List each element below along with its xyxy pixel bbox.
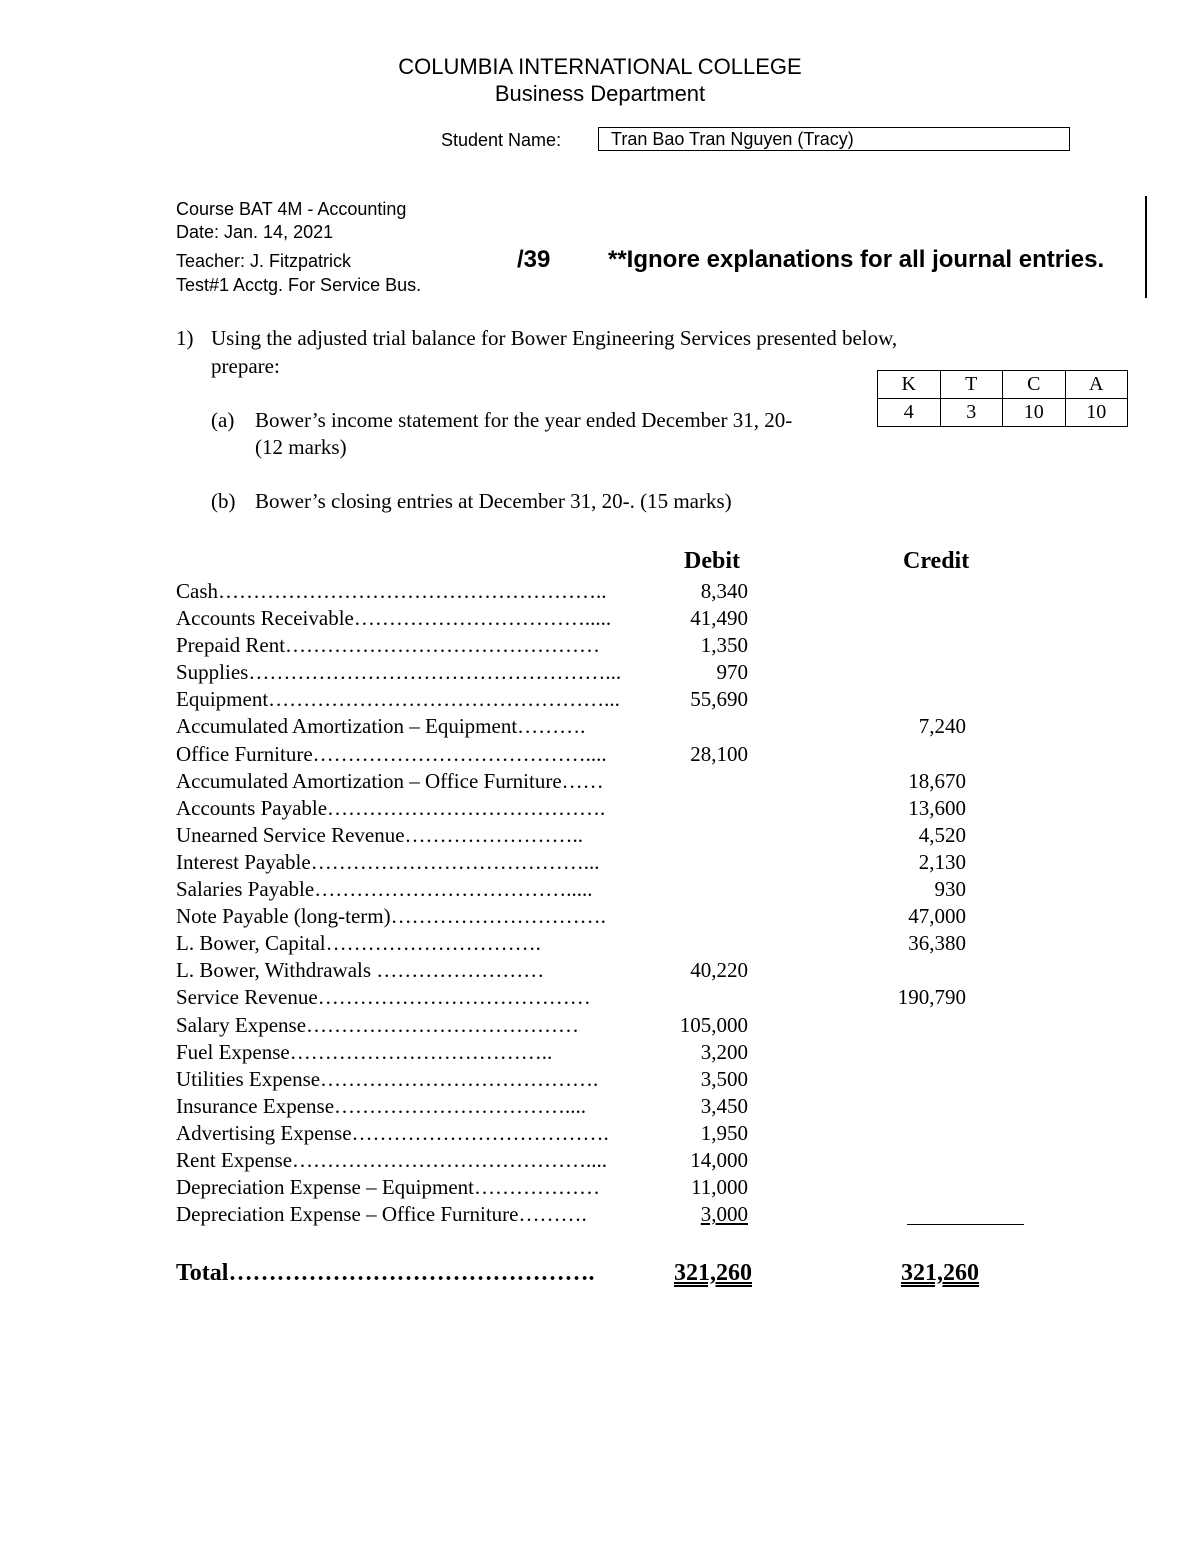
account-name: Note Payable (long-term)…………………………. <box>176 904 606 929</box>
table-row <box>176 1012 1176 1039</box>
credit-amount: 2,130 <box>918 849 966 874</box>
total-credit: 321,260 <box>901 1260 979 1286</box>
account-name: Insurance Expense…………………………….... <box>176 1093 587 1118</box>
debit-amount: 41,490 <box>690 606 748 631</box>
table-row <box>176 605 1176 632</box>
part-a-marks: (12 marks) <box>255 435 347 459</box>
credit-amount: 4,520 <box>918 822 966 847</box>
part-b-label: (b) <box>211 489 236 513</box>
account-name: Service Revenue………………………………… <box>176 985 591 1010</box>
question-number: 1) <box>176 326 194 350</box>
debit-amount: 14,000 <box>690 1147 748 1172</box>
marks-value-t: 3 <box>940 399 1003 427</box>
marks-value-k: 4 <box>878 399 941 427</box>
course-info: Course BAT 4M - Accounting <box>176 199 407 219</box>
account-name: Utilities Expense…………………………………. <box>176 1066 599 1091</box>
credit-amount: 13,600 <box>908 795 966 820</box>
table-row <box>176 1201 1176 1228</box>
credit-column-header: Credit <box>903 548 970 574</box>
marks-header-c: C <box>1003 371 1066 399</box>
table-row <box>176 849 1176 876</box>
debit-amount: 3,000 <box>700 1202 748 1227</box>
score-total: /39 <box>517 246 551 273</box>
debit-amount: 970 <box>716 660 748 685</box>
debit-amount: 11,000 <box>691 1175 748 1200</box>
table-row <box>176 632 1176 659</box>
debit-amount: 40,220 <box>690 958 748 983</box>
table-row <box>176 1039 1176 1066</box>
total-debit: 321,260 <box>674 1260 752 1286</box>
debit-amount: 8,340 <box>700 579 748 603</box>
instruction-note: **Ignore explanations for all journal entries. <box>608 246 1105 273</box>
part-a-text: Bower’s income statement for the year ended December 31, 20- <box>255 408 793 432</box>
marks-value-a: 10 <box>1065 399 1128 427</box>
account-name: Depreciation Expense – Office Furniture………. <box>176 1202 587 1227</box>
account-name: Accumulated Amortization – Office Furniture…… <box>176 768 604 793</box>
debit-amount: 3,500 <box>700 1066 748 1091</box>
college-title: COLUMBIA INTERNATIONAL COLLEGE <box>398 54 802 79</box>
account-name: Supplies……………………………………………... <box>176 660 622 685</box>
table-row <box>176 876 1176 903</box>
debit-amount: 1,950 <box>700 1120 748 1145</box>
account-name: Accounts Receivable……………………………..... <box>176 606 612 631</box>
credit-amount: 7,240 <box>918 714 966 739</box>
table-row <box>176 578 1176 605</box>
table-row <box>176 1093 1176 1120</box>
account-name: Unearned Service Revenue…………………….. <box>176 822 584 847</box>
table-row <box>176 768 1176 795</box>
table-row <box>176 1066 1176 1093</box>
account-name: Cash……………………………………………….. <box>176 579 607 603</box>
student-name-label: Student Name: <box>441 130 562 150</box>
table-row <box>176 659 1176 686</box>
table-row <box>176 957 1176 984</box>
date-info: Date: Jan. 14, 2021 <box>176 222 334 242</box>
table-row <box>176 1147 1176 1174</box>
account-name: L. Bower, Withdrawals …………………… <box>176 958 545 983</box>
marks-header-k: K <box>878 371 941 399</box>
trial-balance-table <box>176 578 1176 1228</box>
credit-amount: 190,790 <box>897 985 966 1010</box>
table-row <box>176 741 1176 768</box>
table-row <box>176 984 1176 1011</box>
question-text-line1: Using the adjusted trial balance for Bower Engineering Services presented below, <box>211 326 898 350</box>
table-row <box>176 822 1176 849</box>
account-name: Prepaid Rent……………………………………… <box>176 633 601 658</box>
debit-amount: 3,200 <box>700 1039 748 1064</box>
student-name-value: Tran Bao Tran Nguyen (Tracy) <box>611 129 854 149</box>
credit-amount: 47,000 <box>908 904 966 929</box>
account-name: Fuel Expense……………………………….. <box>176 1039 553 1064</box>
account-name: Equipment…………………………………………... <box>176 687 620 712</box>
marks-header-t: T <box>940 371 1003 399</box>
account-name: Accounts Payable…………………………………. <box>176 795 606 820</box>
account-name: Salaries Payable………………………………..... <box>176 877 593 902</box>
account-name: Advertising Expense………………………………. <box>176 1120 609 1145</box>
table-row <box>176 713 1176 740</box>
account-name: Interest Payable…………………………………... <box>176 849 600 874</box>
table-row <box>176 903 1176 930</box>
part-a-label: (a) <box>211 408 235 432</box>
debit-column-header: Debit <box>684 548 740 574</box>
table-row <box>176 1120 1176 1147</box>
teacher-info: Teacher: J. Fitzpatrick <box>176 251 352 271</box>
table-row <box>176 686 1176 713</box>
account-name: Accumulated Amortization – Equipment………. <box>176 714 586 739</box>
vertical-rule <box>1145 196 1147 298</box>
debit-amount: 28,100 <box>690 741 748 766</box>
account-name: Office Furniture………………………………….... <box>176 741 607 766</box>
debit-amount: 3,450 <box>700 1093 748 1118</box>
part-b-text: Bower’s closing entries at December 31, 20-. (15 marks) <box>255 489 732 513</box>
department-title: Business Department <box>494 81 706 106</box>
debit-amount: 1,350 <box>700 633 748 658</box>
marks-table <box>877 370 1128 427</box>
account-name: Depreciation Expense – Equipment……………… <box>176 1175 600 1200</box>
account-name: L. Bower, Capital…………………………. <box>176 931 541 956</box>
account-name: Rent Expense…………………………………….... <box>176 1147 608 1172</box>
marks-header-a: A <box>1065 371 1128 399</box>
question-text-line2: prepare: <box>211 354 280 378</box>
table-row <box>176 795 1176 822</box>
credit-subtotal-line <box>907 1224 1024 1225</box>
account-name: Salary Expense………………………………… <box>176 1012 580 1037</box>
credit-amount: 930 <box>934 877 966 902</box>
debit-amount: 55,690 <box>690 687 748 712</box>
credit-amount: 18,670 <box>908 768 966 793</box>
total-label: Total………………………………………. <box>176 1260 595 1286</box>
debit-amount: 105,000 <box>679 1012 748 1037</box>
test-info: Test#1 Acctg. For Service Bus. <box>176 275 422 295</box>
marks-value-c: 10 <box>1003 399 1066 427</box>
credit-amount: 36,380 <box>908 931 966 956</box>
table-row <box>176 1174 1176 1201</box>
table-row <box>176 930 1176 957</box>
